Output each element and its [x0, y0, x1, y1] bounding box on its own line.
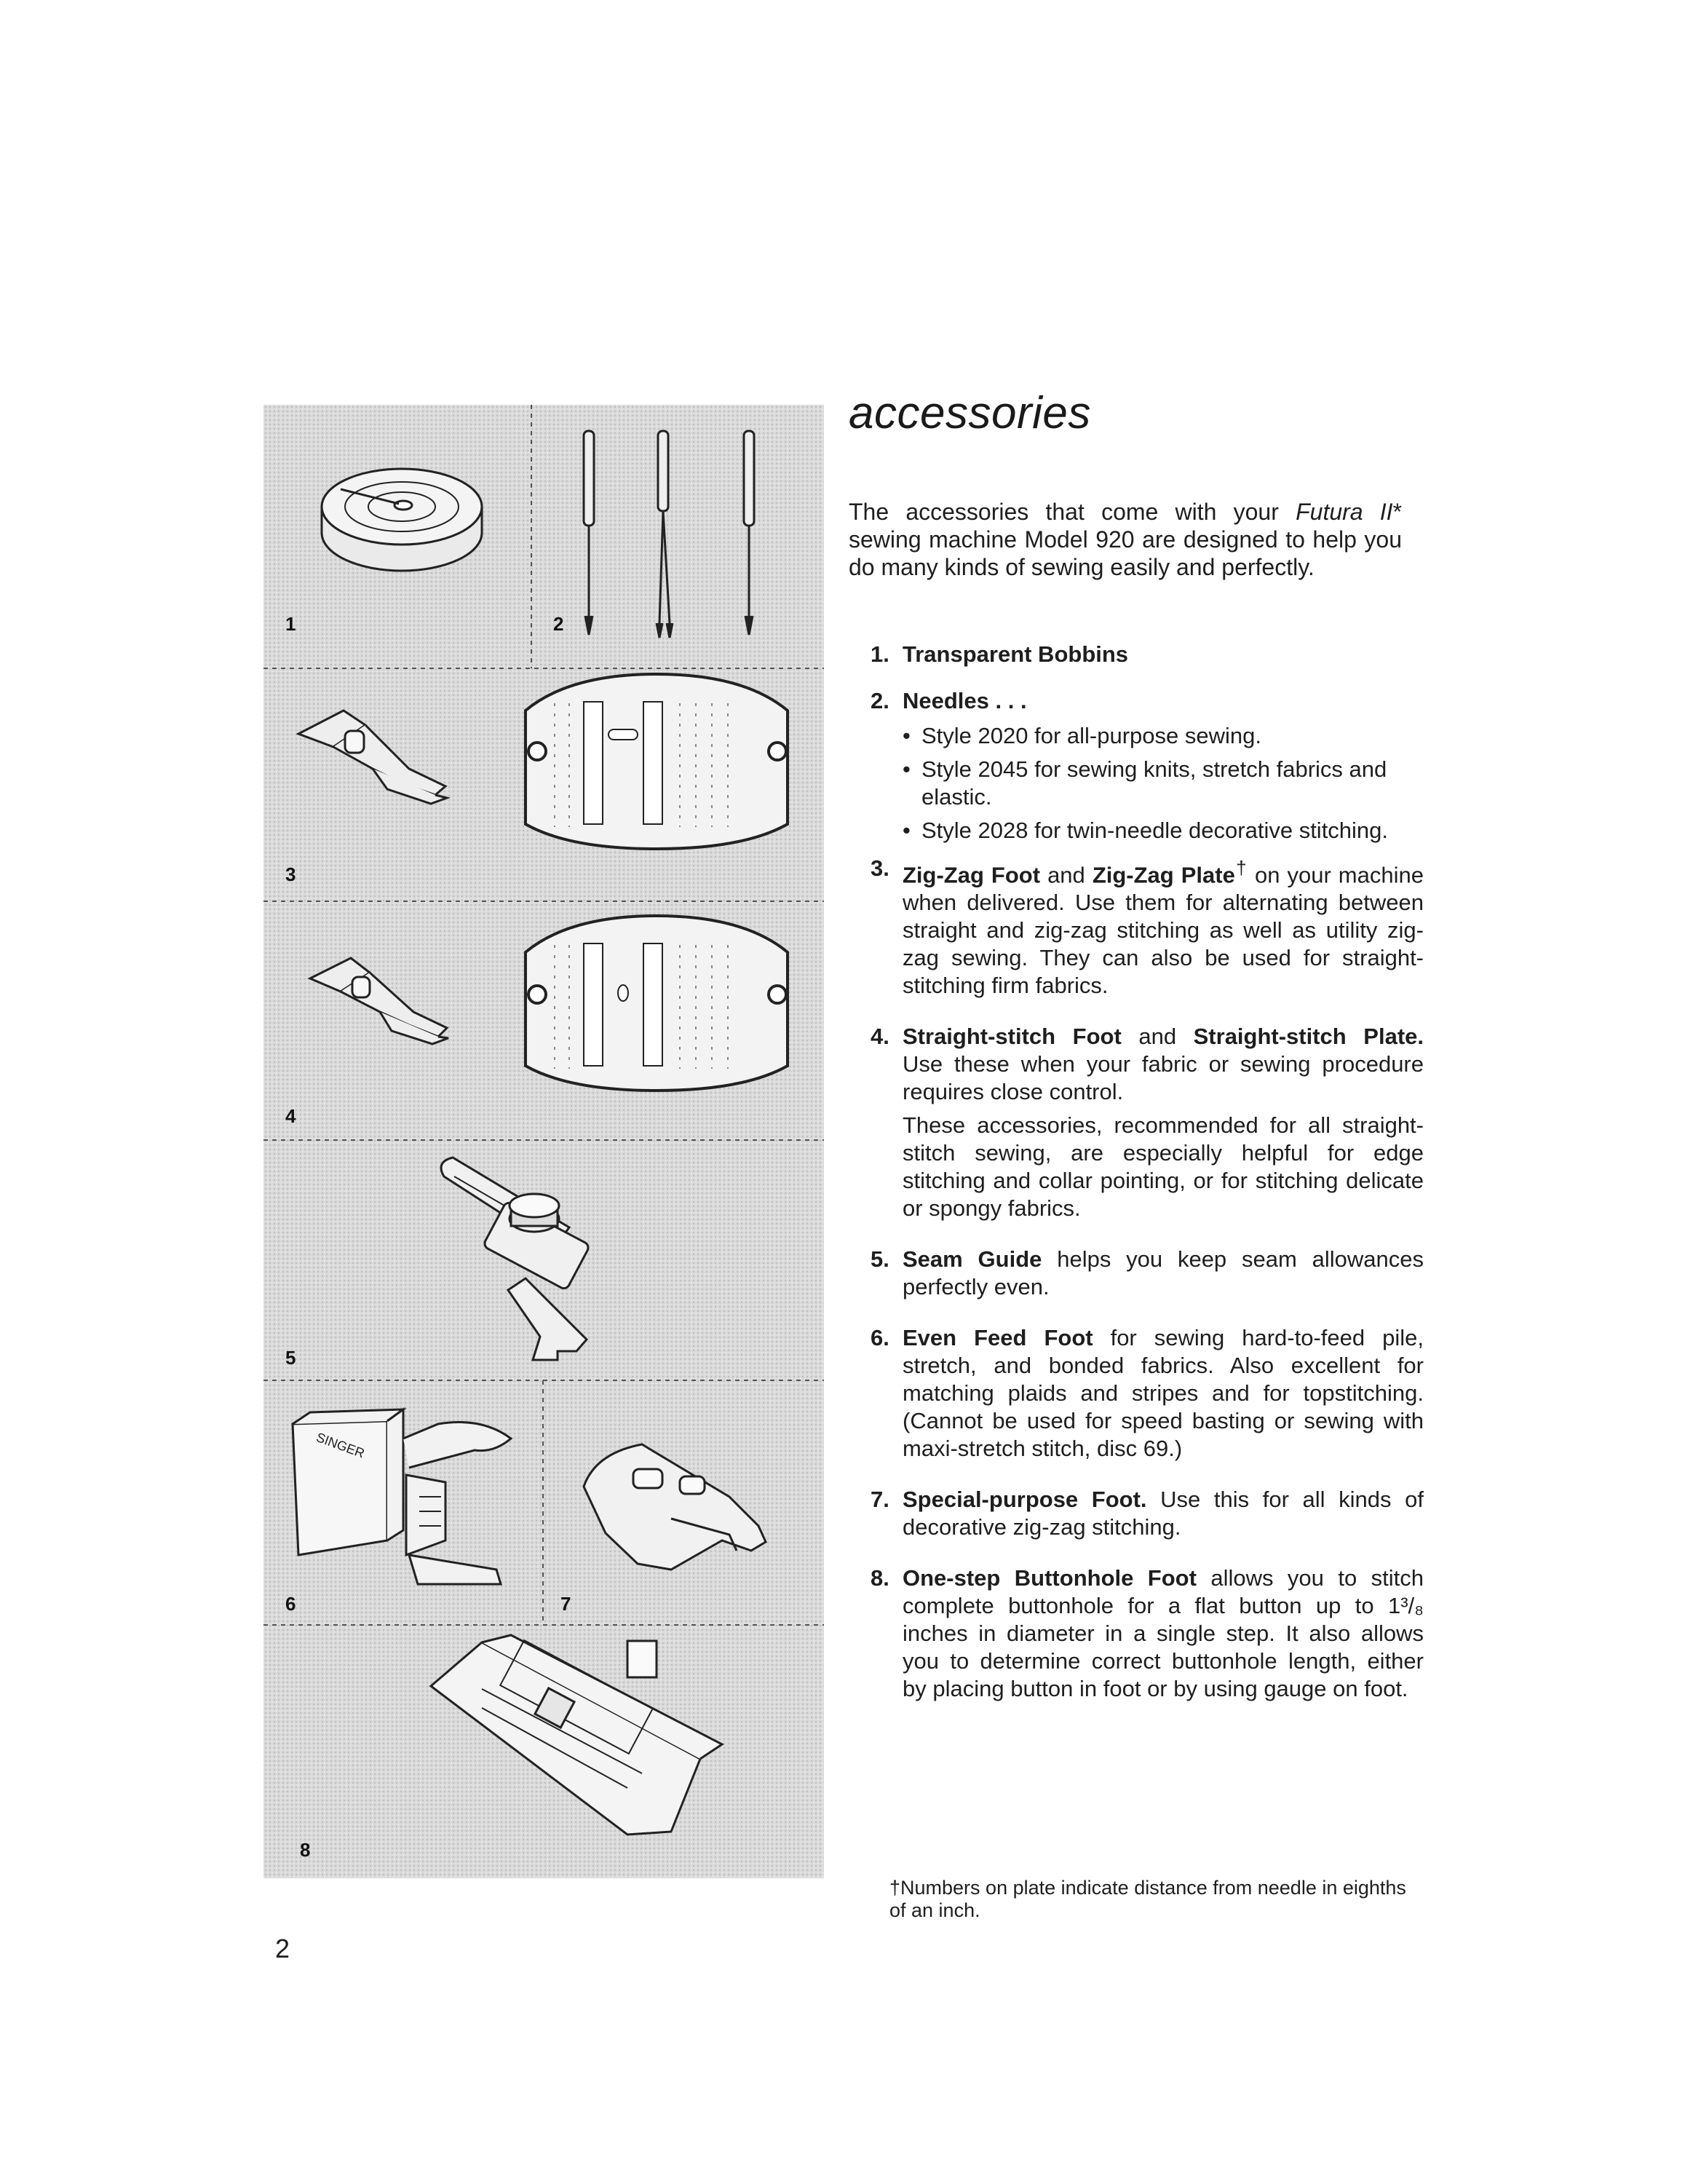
- intro-text-after: * sewing machine Model 920 are designed to help you do many kinds of sewing easily and perfectly.: [849, 499, 1403, 580]
- intro-text-before: The accessories that come with your: [849, 499, 1296, 525]
- straight-stitch-plate-drawing: [526, 916, 788, 1091]
- footnote-mark: †: [1234, 858, 1248, 879]
- item-description: for sewing hard-to-feed pile, stretch, and bonded fabrics. Also excellent for matching plaids and stripes and for topstitching. (Cannot be used for speed basting or sewing with maxi-stretch stitch, disc 69.): [903, 1325, 1424, 1462]
- item-description: Use these when your fabric or sewing procedure requires close control.: [903, 1051, 1424, 1105]
- straight-stitch-foot-drawing: [310, 958, 448, 1044]
- figure-number-4: 4: [285, 1105, 296, 1127]
- special-purpose-foot-drawing: [584, 1444, 766, 1570]
- accessory-item-4: [849, 1023, 1424, 1222]
- needles-drawing: [584, 431, 754, 638]
- item-number: 6.: [871, 1325, 889, 1351]
- item-number: 8.: [871, 1565, 889, 1591]
- item-number: 5.: [871, 1246, 889, 1273]
- item-joiner: and: [1040, 862, 1093, 888]
- accessory-list: [849, 641, 1424, 1703]
- accessory-item-6: [849, 1324, 1424, 1463]
- item-number: 1.: [871, 641, 889, 667]
- item-name-2: Straight-stitch Plate.: [1193, 1024, 1424, 1050]
- accessory-item-8: [849, 1564, 1424, 1703]
- figure-number-3: 3: [285, 863, 296, 885]
- figure-number-7: 7: [560, 1593, 571, 1615]
- accessory-item-2: [849, 687, 1424, 844]
- accessory-item-1: [849, 641, 1424, 668]
- needle-style-item: • Style 2028 for twin-needle decorative stitching.: [903, 817, 1424, 844]
- figure-number-1: 1: [285, 613, 296, 635]
- zig-zag-foot-drawing: [298, 711, 447, 804]
- bobbin-drawing: [322, 469, 482, 571]
- needle-style-item: • Style 2020 for all-purpose sewing.: [903, 722, 1424, 750]
- seam-guide-drawing: [441, 1158, 590, 1360]
- accessory-item-7: [849, 1486, 1424, 1541]
- item-description: allows you to stitch complete buttonhole for a flat button up to 1³/₈ inches in diameter in a single step. It also allows you to determine correct buttonhole length, either by placing button in foot or by using gauge on foot.: [903, 1565, 1424, 1702]
- intro-paragraph: [849, 498, 1402, 581]
- accessories-illustration-panel: [263, 405, 824, 1878]
- item-name: One-step Buttonhole Foot: [903, 1565, 1197, 1591]
- accessory-item-3: [849, 855, 1424, 1000]
- singer-label: SINGER: [314, 1430, 367, 1461]
- page-number: 2: [275, 1934, 290, 1963]
- even-feed-foot-drawing: [293, 1409, 511, 1584]
- item-name: Transparent Bobbins: [903, 641, 1129, 667]
- figure-number-8: 8: [300, 1839, 311, 1861]
- footnote: †Numbers on plate indicate distance from needle in eighths of an inch.: [889, 1877, 1406, 1921]
- buttonhole-foot-drawing: [431, 1635, 722, 1835]
- item-name: Zig-Zag Foot: [903, 862, 1041, 888]
- figure-number-6: 6: [285, 1593, 296, 1615]
- accessories-illustration: [263, 405, 824, 1878]
- item-number: 3.: [871, 855, 889, 881]
- item-number: 2.: [871, 688, 889, 713]
- figure-number-2: 2: [553, 613, 564, 635]
- item-name: Seam Guide: [903, 1246, 1042, 1273]
- item-name-2: Zig-Zag Plate: [1092, 862, 1235, 888]
- item-name: Even Feed Foot: [903, 1325, 1093, 1351]
- item-description-2: These accessories, recommended for all straight-stitch sewing, are especially helpful for edge stitching and collar pointing, or for stitching delicate or spongy fabrics.: [903, 1112, 1424, 1222]
- item-description: on your machine when delivered. Use them for alternating between straight and zig-zag stitching as well as utility zig-zag sewing. They can also be used for straight-stitching firm fabrics.: [903, 862, 1424, 999]
- zig-zag-plate-drawing: [526, 674, 788, 849]
- model-name: Futura II: [1296, 499, 1393, 525]
- needle-styles-list: [903, 722, 1424, 844]
- item-description: Use this for all kinds of decorative zig-zag stitching.: [903, 1487, 1424, 1540]
- needle-style-item: • Style 2045 for sewing knits, stretch fabrics and elastic.: [903, 756, 1424, 811]
- figure-number-5: 5: [285, 1347, 296, 1369]
- item-number: 4.: [871, 1024, 889, 1050]
- item-name: Straight-stitch Foot: [903, 1024, 1122, 1050]
- accessory-item-5: [849, 1246, 1424, 1301]
- item-description: helps you keep seam allowances perfectly even.: [903, 1246, 1424, 1300]
- item-joiner: and: [1121, 1024, 1194, 1050]
- item-name: Needles . . .: [903, 688, 1027, 713]
- page-title: accessories: [849, 388, 1091, 438]
- item-number: 7.: [871, 1487, 889, 1513]
- item-name: Special-purpose Foot.: [903, 1487, 1147, 1513]
